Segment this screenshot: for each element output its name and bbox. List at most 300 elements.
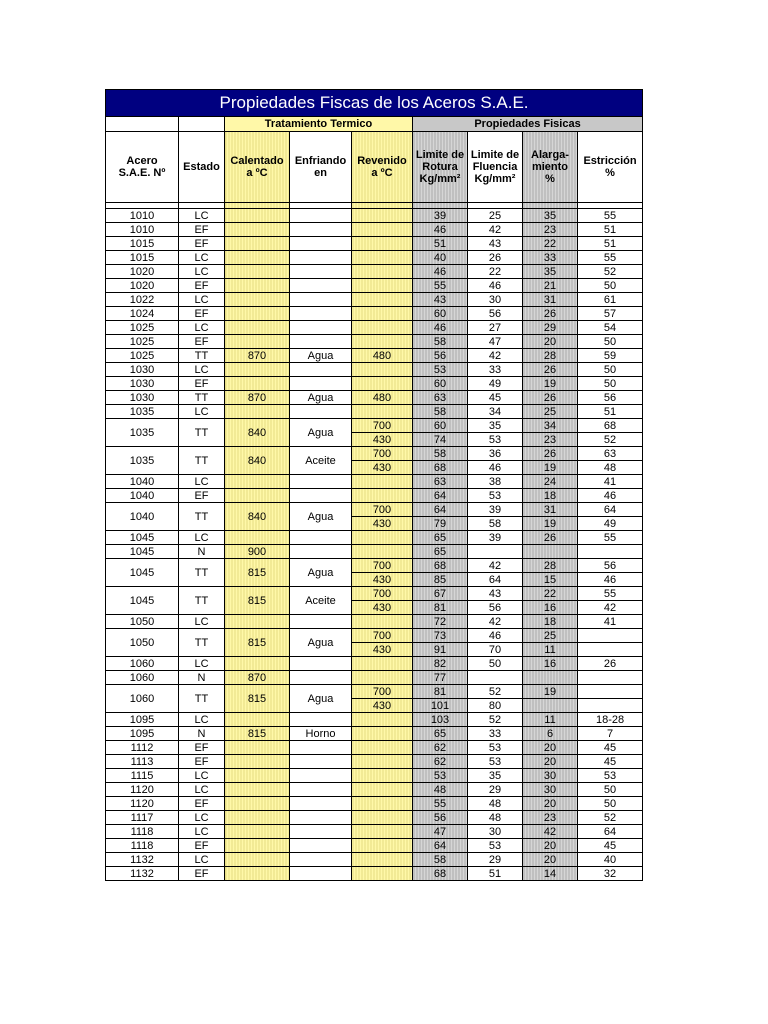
header-acero: Acero S.A.E. Nº	[106, 132, 179, 203]
cell-enfriando: Agua	[290, 391, 352, 405]
cell-calentado	[225, 783, 290, 797]
table-row	[106, 251, 643, 265]
cell-alargamiento: 16	[523, 657, 578, 671]
cell-alargamiento: 6	[523, 727, 578, 741]
table-row	[106, 685, 643, 699]
cell-acero: 1118	[106, 839, 179, 853]
cell-fluencia: 39	[468, 503, 523, 517]
cell-rotura: 55	[413, 279, 468, 293]
cell-alargamiento: 35	[523, 209, 578, 223]
cell-enfriando	[290, 307, 352, 321]
table-row	[106, 237, 643, 251]
cell-revenido	[352, 545, 413, 559]
cell-rotura: 56	[413, 349, 468, 363]
cell-estriccion: 64	[578, 503, 643, 517]
cell-rotura: 53	[413, 363, 468, 377]
cell-estriccion: 51	[578, 223, 643, 237]
cell-revenido	[352, 223, 413, 237]
cell-rotura: 48	[413, 783, 468, 797]
cell-alargamiento: 22	[523, 237, 578, 251]
cell-revenido	[352, 825, 413, 839]
cell-fluencia: 42	[468, 223, 523, 237]
cell-estriccion: 55	[578, 587, 643, 601]
table-row	[106, 475, 643, 489]
cell-estado: EF	[179, 755, 225, 769]
cell-rotura: 103	[413, 713, 468, 727]
cell-rotura: 58	[413, 405, 468, 419]
cell-calentado	[225, 363, 290, 377]
cell-enfriando	[290, 769, 352, 783]
cell-fluencia: 46	[468, 629, 523, 643]
table-body	[106, 209, 643, 881]
cell-acero: 1010	[106, 209, 179, 223]
cell-estriccion: 52	[578, 811, 643, 825]
table-row	[106, 755, 643, 769]
cell-estriccion: 51	[578, 237, 643, 251]
cell-acero: 1025	[106, 335, 179, 349]
cell-rotura: 79	[413, 517, 468, 531]
table-row	[106, 559, 643, 573]
cell-estriccion: 45	[578, 755, 643, 769]
cell-enfriando	[290, 797, 352, 811]
cell-alargamiento: 11	[523, 713, 578, 727]
cell-revenido	[352, 307, 413, 321]
cell-revenido: 700	[352, 447, 413, 461]
cell-estado: LC	[179, 825, 225, 839]
cell-acero: 1132	[106, 853, 179, 867]
cell-alargamiento: 20	[523, 839, 578, 853]
cell-rotura: 60	[413, 377, 468, 391]
table-row	[106, 335, 643, 349]
cell-alargamiento: 31	[523, 503, 578, 517]
table-row	[106, 797, 643, 811]
cell-estriccion: 50	[578, 335, 643, 349]
cell-fluencia: 64	[468, 573, 523, 587]
cell-estado: TT	[179, 447, 225, 475]
cell-alargamiento: 26	[523, 447, 578, 461]
cell-acero: 1050	[106, 629, 179, 657]
cell-estriccion: 45	[578, 741, 643, 755]
cell-estriccion: 59	[578, 349, 643, 363]
cell-alargamiento: 42	[523, 825, 578, 839]
cell-fluencia: 53	[468, 839, 523, 853]
cell-revenido: 700	[352, 503, 413, 517]
cell-revenido	[352, 475, 413, 489]
cell-estado: N	[179, 671, 225, 685]
cell-enfriando: Aceite	[290, 587, 352, 615]
cell-estado: LC	[179, 615, 225, 629]
cell-fluencia: 35	[468, 419, 523, 433]
cell-alargamiento: 23	[523, 433, 578, 447]
cell-alargamiento: 16	[523, 601, 578, 615]
cell-enfriando	[290, 741, 352, 755]
cell-rotura: 73	[413, 629, 468, 643]
table-row	[106, 629, 643, 643]
cell-calentado	[225, 713, 290, 727]
cell-acero: 1035	[106, 419, 179, 447]
cell-revenido	[352, 769, 413, 783]
cell-estado: LC	[179, 363, 225, 377]
cell-estriccion: 50	[578, 797, 643, 811]
cell-fluencia: 22	[468, 265, 523, 279]
cell-alargamiento: 31	[523, 293, 578, 307]
cell-estado: TT	[179, 503, 225, 531]
cell-rotura: 77	[413, 671, 468, 685]
cell-acero: 1025	[106, 349, 179, 363]
cell-revenido	[352, 377, 413, 391]
cell-estriccion: 50	[578, 377, 643, 391]
cell-estriccion: 49	[578, 517, 643, 531]
table-row	[106, 363, 643, 377]
cell-fluencia: 52	[468, 713, 523, 727]
table-row	[106, 223, 643, 237]
header-revenido: Revenido a ºC	[352, 132, 413, 203]
cell-estado: EF	[179, 489, 225, 503]
cell-estriccion: 64	[578, 825, 643, 839]
cell-fluencia: 25	[468, 209, 523, 223]
cell-rotura: 85	[413, 573, 468, 587]
cell-alargamiento: 26	[523, 531, 578, 545]
cell-enfriando	[290, 783, 352, 797]
cell-alargamiento: 14	[523, 867, 578, 881]
cell-acero: 1113	[106, 755, 179, 769]
cell-revenido: 700	[352, 685, 413, 699]
cell-fluencia: 33	[468, 727, 523, 741]
cell-alargamiento: 25	[523, 629, 578, 643]
cell-acero: 1132	[106, 867, 179, 881]
cell-fluencia: 43	[468, 237, 523, 251]
cell-alargamiento	[523, 699, 578, 713]
cell-fluencia: 53	[468, 741, 523, 755]
cell-alargamiento: 26	[523, 363, 578, 377]
cell-enfriando	[290, 825, 352, 839]
table-row	[106, 321, 643, 335]
cell-fluencia: 46	[468, 279, 523, 293]
cell-revenido: 700	[352, 419, 413, 433]
cell-estado: LC	[179, 475, 225, 489]
cell-alargamiento: 20	[523, 797, 578, 811]
table-row	[106, 587, 643, 601]
cell-rotura: 81	[413, 601, 468, 615]
table-row	[106, 503, 643, 517]
cell-alargamiento: 26	[523, 307, 578, 321]
cell-acero: 1095	[106, 713, 179, 727]
cell-fluencia: 58	[468, 517, 523, 531]
cell-revenido	[352, 615, 413, 629]
cell-rotura: 53	[413, 769, 468, 783]
cell-alargamiento: 34	[523, 419, 578, 433]
cell-enfriando: Aceite	[290, 447, 352, 475]
cell-revenido	[352, 237, 413, 251]
cell-enfriando	[290, 265, 352, 279]
cell-calentado	[225, 657, 290, 671]
cell-rotura: 91	[413, 643, 468, 657]
cell-alargamiento: 15	[523, 573, 578, 587]
cell-estriccion: 7	[578, 727, 643, 741]
cell-fluencia: 42	[468, 615, 523, 629]
cell-revenido: 430	[352, 573, 413, 587]
cell-calentado	[225, 839, 290, 853]
steel-properties-table	[105, 89, 643, 881]
cell-enfriando: Agua	[290, 349, 352, 363]
cell-fluencia: 51	[468, 867, 523, 881]
cell-fluencia	[468, 671, 523, 685]
cell-estriccion: 46	[578, 573, 643, 587]
cell-enfriando	[290, 853, 352, 867]
cell-estriccion: 40	[578, 853, 643, 867]
cell-alargamiento: 20	[523, 335, 578, 349]
cell-rotura: 81	[413, 685, 468, 699]
header-fluencia: Limite de Fluencia Kg/mm²	[468, 132, 523, 203]
cell-enfriando	[290, 475, 352, 489]
cell-enfriando	[290, 657, 352, 671]
table-title: Propiedades Fiscas de los Aceros S.A.E.	[106, 90, 643, 117]
cell-rotura: 39	[413, 209, 468, 223]
cell-rotura: 55	[413, 797, 468, 811]
cell-enfriando	[290, 489, 352, 503]
header-enfriando: Enfriando en	[290, 132, 352, 203]
cell-estriccion: 42	[578, 601, 643, 615]
cell-estado: EF	[179, 279, 225, 293]
cell-fluencia: 56	[468, 307, 523, 321]
cell-estado: LC	[179, 783, 225, 797]
cell-estado: N	[179, 545, 225, 559]
cell-acero: 1060	[106, 671, 179, 685]
cell-calentado	[225, 475, 290, 489]
cell-estriccion: 68	[578, 419, 643, 433]
cell-estriccion: 57	[578, 307, 643, 321]
cell-acero: 1115	[106, 769, 179, 783]
cell-estado: LC	[179, 209, 225, 223]
cell-alargamiento: 19	[523, 461, 578, 475]
table-row	[106, 419, 643, 433]
cell-alargamiento: 23	[523, 223, 578, 237]
cell-fluencia: 56	[468, 601, 523, 615]
cell-alargamiento: 19	[523, 685, 578, 699]
cell-acero: 1045	[106, 531, 179, 545]
table-row	[106, 769, 643, 783]
table-row	[106, 531, 643, 545]
cell-enfriando: Agua	[290, 629, 352, 657]
cell-enfriando	[290, 377, 352, 391]
cell-enfriando	[290, 531, 352, 545]
cell-acero: 1020	[106, 279, 179, 293]
cell-enfriando	[290, 839, 352, 853]
cell-calentado	[225, 209, 290, 223]
cell-acero: 1015	[106, 237, 179, 251]
cell-acero: 1040	[106, 475, 179, 489]
cell-enfriando	[290, 293, 352, 307]
table-row	[106, 545, 643, 559]
cell-fluencia: 36	[468, 447, 523, 461]
cell-estriccion: 41	[578, 475, 643, 489]
cell-fluencia: 26	[468, 251, 523, 265]
cell-calentado	[225, 825, 290, 839]
cell-rotura: 63	[413, 475, 468, 489]
cell-calentado	[225, 769, 290, 783]
cell-fluencia	[468, 545, 523, 559]
cell-revenido: 430	[352, 643, 413, 657]
cell-revenido: 430	[352, 517, 413, 531]
cell-revenido	[352, 251, 413, 265]
cell-estado: TT	[179, 629, 225, 657]
cell-revenido	[352, 489, 413, 503]
cell-acero: 1117	[106, 811, 179, 825]
cell-revenido: 480	[352, 391, 413, 405]
cell-estado: LC	[179, 531, 225, 545]
table-row	[106, 279, 643, 293]
cell-rotura: 72	[413, 615, 468, 629]
cell-estado: LC	[179, 293, 225, 307]
cell-estriccion: 50	[578, 279, 643, 293]
cell-fluencia: 42	[468, 349, 523, 363]
cell-alargamiento: 26	[523, 391, 578, 405]
cell-enfriando	[290, 615, 352, 629]
table-row	[106, 811, 643, 825]
cell-enfriando	[290, 811, 352, 825]
table-row	[106, 265, 643, 279]
table-row	[106, 727, 643, 741]
cell-revenido: 430	[352, 699, 413, 713]
cell-fluencia: 39	[468, 531, 523, 545]
cell-calentado	[225, 335, 290, 349]
cell-calentado	[225, 755, 290, 769]
section-tratamiento: Tratamiento Termico	[225, 117, 413, 132]
cell-estriccion: 53	[578, 769, 643, 783]
cell-calentado: 840	[225, 447, 290, 475]
cell-revenido	[352, 867, 413, 881]
cell-acero: 1022	[106, 293, 179, 307]
table-row	[106, 307, 643, 321]
cell-revenido	[352, 405, 413, 419]
cell-revenido: 430	[352, 461, 413, 475]
cell-estriccion	[578, 629, 643, 643]
cell-enfriando	[290, 237, 352, 251]
cell-estriccion	[578, 699, 643, 713]
cell-alargamiento: 28	[523, 349, 578, 363]
table-row	[106, 783, 643, 797]
cell-alargamiento: 30	[523, 769, 578, 783]
cell-rotura: 68	[413, 867, 468, 881]
cell-rotura: 56	[413, 811, 468, 825]
table-row	[106, 671, 643, 685]
cell-revenido: 700	[352, 587, 413, 601]
cell-alargamiento: 22	[523, 587, 578, 601]
cell-acero: 1112	[106, 741, 179, 755]
cell-calentado	[225, 531, 290, 545]
cell-fluencia: 33	[468, 363, 523, 377]
cell-revenido	[352, 741, 413, 755]
cell-revenido	[352, 755, 413, 769]
cell-estado: LC	[179, 405, 225, 419]
cell-enfriando	[290, 223, 352, 237]
cell-enfriando: Agua	[290, 559, 352, 587]
cell-fluencia: 48	[468, 811, 523, 825]
cell-rotura: 46	[413, 223, 468, 237]
cell-calentado	[225, 811, 290, 825]
cell-revenido	[352, 839, 413, 853]
cell-revenido	[352, 363, 413, 377]
cell-revenido	[352, 265, 413, 279]
cell-estado: EF	[179, 797, 225, 811]
cell-estriccion	[578, 643, 643, 657]
cell-fluencia: 34	[468, 405, 523, 419]
cell-revenido	[352, 657, 413, 671]
cell-fluencia: 30	[468, 293, 523, 307]
table-row	[106, 447, 643, 461]
cell-alargamiento: 24	[523, 475, 578, 489]
cell-enfriando	[290, 279, 352, 293]
cell-enfriando	[290, 867, 352, 881]
cell-acero: 1030	[106, 363, 179, 377]
cell-estado: EF	[179, 335, 225, 349]
cell-revenido	[352, 811, 413, 825]
cell-estriccion: 46	[578, 489, 643, 503]
cell-alargamiento: 20	[523, 755, 578, 769]
cell-calentado	[225, 405, 290, 419]
cell-acero: 1040	[106, 489, 179, 503]
cell-acero: 1060	[106, 685, 179, 713]
cell-acero: 1045	[106, 559, 179, 587]
cell-revenido: 700	[352, 559, 413, 573]
cell-estado: TT	[179, 349, 225, 363]
cell-estado: N	[179, 727, 225, 741]
cell-rotura: 101	[413, 699, 468, 713]
cell-rotura: 64	[413, 503, 468, 517]
cell-rotura: 63	[413, 391, 468, 405]
cell-enfriando	[290, 405, 352, 419]
cell-estriccion: 54	[578, 321, 643, 335]
cell-alargamiento: 28	[523, 559, 578, 573]
table-row	[106, 349, 643, 363]
cell-acero: 1035	[106, 405, 179, 419]
cell-enfriando	[290, 545, 352, 559]
cell-estriccion	[578, 671, 643, 685]
cell-rotura: 46	[413, 321, 468, 335]
cell-estado: LC	[179, 321, 225, 335]
cell-acero: 1095	[106, 727, 179, 741]
cell-calentado: 840	[225, 503, 290, 531]
cell-revenido	[352, 531, 413, 545]
cell-acero: 1060	[106, 657, 179, 671]
cell-fluencia: 80	[468, 699, 523, 713]
cell-estado: EF	[179, 377, 225, 391]
cell-fluencia: 53	[468, 489, 523, 503]
cell-fluencia: 30	[468, 825, 523, 839]
cell-calentado: 815	[225, 559, 290, 587]
table-row	[106, 391, 643, 405]
cell-fluencia: 43	[468, 587, 523, 601]
cell-estado: EF	[179, 307, 225, 321]
cell-estado: EF	[179, 867, 225, 881]
cell-alargamiento: 18	[523, 615, 578, 629]
cell-estriccion: 61	[578, 293, 643, 307]
table-row	[106, 405, 643, 419]
cell-revenido: 700	[352, 629, 413, 643]
cell-enfriando: Agua	[290, 419, 352, 447]
cell-rotura: 65	[413, 727, 468, 741]
cell-enfriando	[290, 321, 352, 335]
cell-revenido	[352, 783, 413, 797]
cell-estriccion: 51	[578, 405, 643, 419]
cell-revenido	[352, 335, 413, 349]
table-row	[106, 853, 643, 867]
cell-estriccion: 63	[578, 447, 643, 461]
cell-revenido	[352, 321, 413, 335]
cell-rotura: 58	[413, 853, 468, 867]
cell-calentado: 815	[225, 629, 290, 657]
cell-fluencia: 53	[468, 433, 523, 447]
